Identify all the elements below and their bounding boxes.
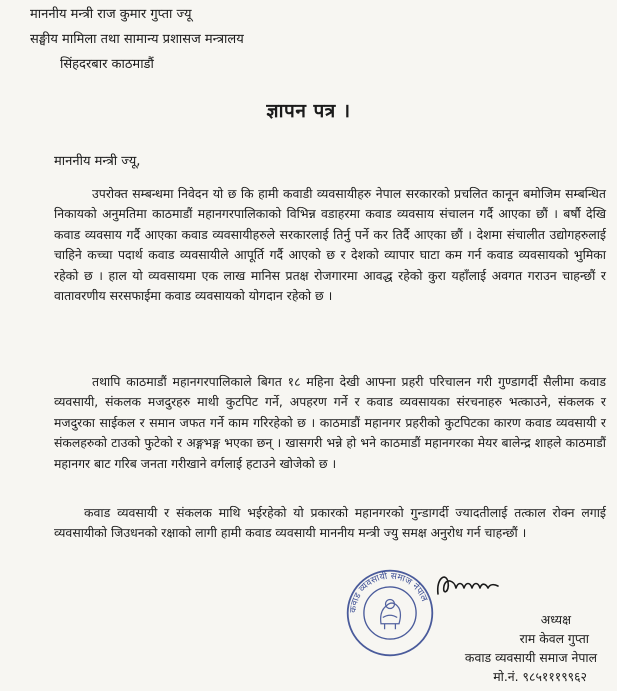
signatory-phone: मो.नं. ९८५१११९९६२ <box>493 669 587 684</box>
organization-seal-icon <box>345 568 435 658</box>
addressee-line-1: माननीय मन्त्री राज कुमार गुप्ता ज्यू <box>30 7 192 22</box>
seal-text: कवाड व्यवसायी समाज नेपाल <box>348 571 429 614</box>
addressee-line-3: सिंहदरबार काठमाडौं <box>60 57 154 72</box>
signatory-name: राम केवल गुप्ता <box>519 631 589 646</box>
addressee-line-2: सङ्घीय मामिला तथा सामान्य प्रशासज मन्त्रालय <box>30 32 244 47</box>
document-title: ज्ञापन पत्र । <box>266 100 351 122</box>
handwritten-signature <box>432 568 504 604</box>
signatory-organization: कवाड व्यवसायी समाज नेपाल <box>464 650 597 665</box>
signature-block <box>465 610 597 686</box>
paragraph-3: कवाड व्यवसायी र संकलक माथि भईरहेको यो प्रकारको महानगरको गुन्डागर्दी ज्यादतीलाई तत्काल रोक्न लगाई व्यवसायीको जिउधनको रक्षाको लागी हामी कवाड व्यवसायी माननीय मन्त्री ज्यु समक्ष अनुरोध गर्न चाहन्छौं । <box>54 505 606 541</box>
paragraph-2: तथापि काठमाडौं महानगरपालिकाले बिगत १८ महिना देखी आफ्ना प्रहरी परिचालन गरी गुण्डागर्दी सैलीमा कवाड व्यवसायी, संकलक मजदुरहरु माथी कुटपिट गर्ने, अपहरण गर्ने र कवाड व्यवसायका संरचनाहरु भत्काउने, संकलक र मजदुरका साईकल र समान जफत गर्ने काम गरिरहेको छ । काठमाडौं महानगर प्रहरीको कुटपिटका कारण कवाड व्यवसायी र संकलहरुको टाउको फुटेको र अङ्गभङ्ग भएका छन् । खासगरी भन्ने हो भने काठमाडौं महानगरका मेयर बालेन्द्र शाहले काठमाडौं महानगर बाट गरिब जनता गरीखाने वर्गलाई हटाउने खोजेको छ । <box>54 374 606 471</box>
svg-text:कवाड व्यवसायी समाज नेपाल <box>349 570 430 614</box>
signatory-position: अध्यक्ष <box>540 612 571 627</box>
salutation: माननीय मन्त्री ज्यू, <box>54 154 141 169</box>
paragraph-1: उपरोक्त सम्बन्धमा निवेदन यो छ कि हामी कवाडी व्यवसायीहरु नेपाल सरकारको प्रचलित कानून बमोजिम सम्बन्धित निकायको अनुमतिमा काठमाडौं महानगरपालिकाको विभिन्न वडाहरमा कवाड व्यवसाय संचालन गर्दै आएका छौं । बर्षौ देखि कवाड व्यवसाय गर्दै आएका कवाड व्यवसायीहरुले सरकारलाई तिर्नु पर्ने कर तिर्दै आएका छौं । देशमा संचालीत उद्योगहरुलाई चाहिने कच्चा पदार्थ कवाड व्यवसायीले आपूर्ति गर्दै आएको छ र देशको व्यापार घाटा कम गर्न कवाड व्यवसायको भुमिका रहेको छ । हाल यो व्यवसायमा एक लाख मानिस प्रतक्ष रोजगारमा आवद्ध रहेको कुरा यहाँलाई अवगत गराउन चाहन्छौं र वातावरणीय सरसफाईमा कवाड व्यवसायको योगदान रहेको छ । <box>54 186 606 304</box>
